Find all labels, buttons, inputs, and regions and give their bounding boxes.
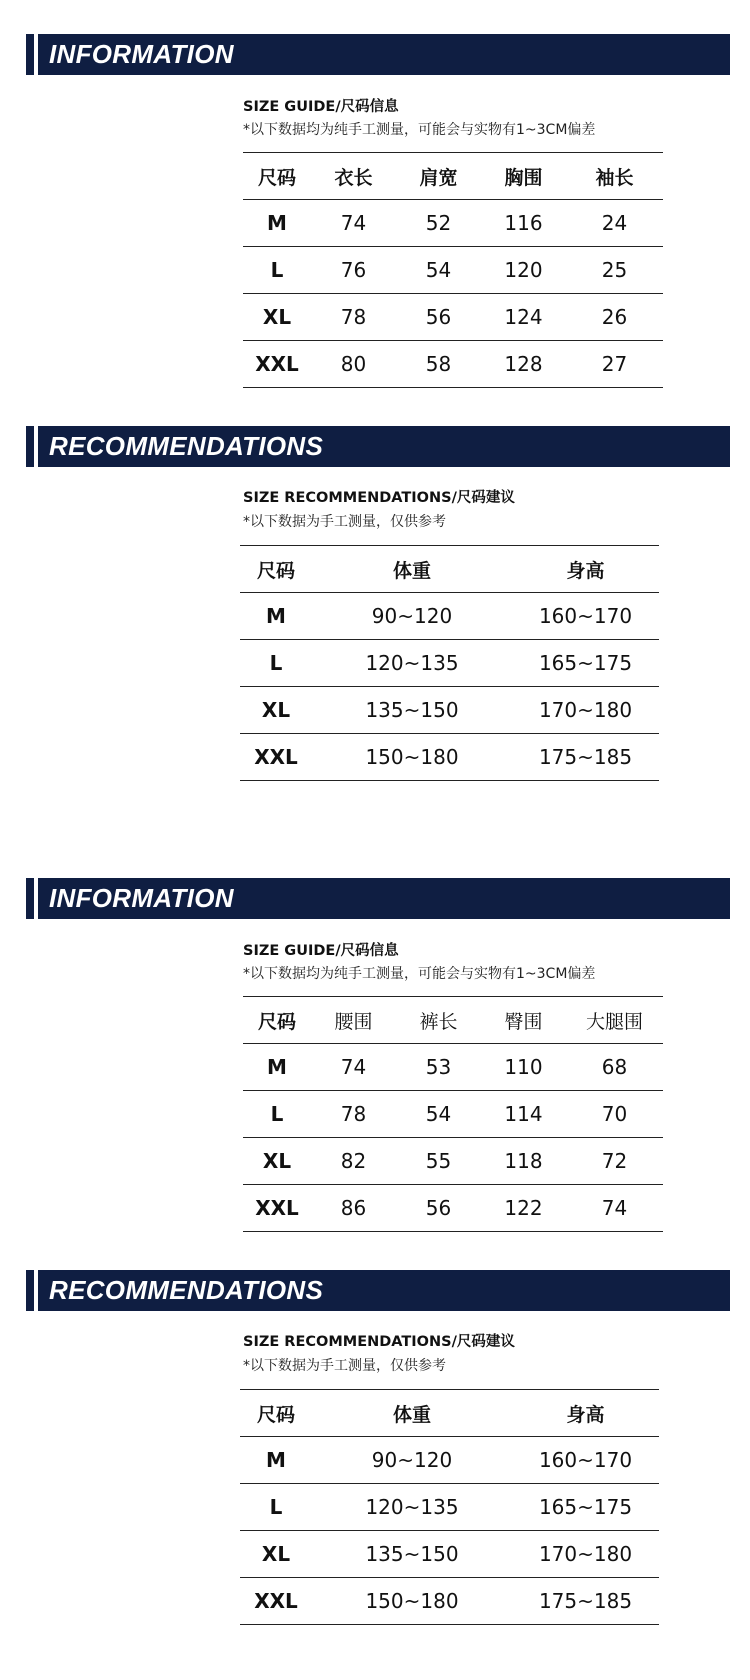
table-cell: 122: [504, 1196, 543, 1220]
column-header: 衣长: [334, 166, 373, 189]
table-row: [240, 1437, 659, 1484]
column-header: 体重: [392, 1403, 431, 1426]
table-cell: 74: [340, 1055, 367, 1079]
size-cell: M: [266, 1448, 286, 1472]
table-cell: 116: [504, 211, 543, 235]
section-banner: [0, 426, 750, 467]
size-cell: L: [270, 1102, 284, 1126]
column-header: 大腿围: [585, 1010, 643, 1033]
table-row: [240, 734, 659, 781]
table-header-row: [240, 546, 659, 593]
column-header: 胸围: [504, 166, 543, 189]
column-header: 体重: [392, 559, 431, 582]
size-cell: XL: [261, 1542, 291, 1566]
size-guide-table: [243, 152, 663, 388]
table-cell: 150~180: [365, 1589, 459, 1613]
table-cell: 175~185: [538, 1589, 633, 1613]
size-cell: M: [266, 604, 286, 628]
table-cell: 165~175: [538, 1495, 633, 1519]
size-guide-heading: SIZE GUIDE/尺码信息: [243, 943, 399, 959]
table-cell: 58: [425, 352, 452, 376]
table-cell: 72: [601, 1149, 628, 1173]
table-cell: 56: [425, 305, 452, 329]
column-header: 尺码: [257, 166, 296, 189]
table-header-row: [240, 1390, 659, 1437]
size-recommendation-table: [240, 1389, 659, 1625]
size-cell: XL: [261, 698, 291, 722]
column-header: 肩宽: [419, 166, 458, 189]
table-cell: 124: [504, 305, 543, 329]
table-cell: 120~135: [365, 651, 459, 675]
size-cell: XXL: [254, 1589, 298, 1613]
column-header: 臀围: [504, 1010, 543, 1033]
column-header: 腰围: [334, 1010, 373, 1033]
table-header-row: [243, 997, 663, 1044]
column-header: 尺码: [256, 1403, 295, 1426]
measurement-note: *以下数据均为纯手工测量，可能会与实物有1~3CM偏差: [243, 966, 596, 982]
size-cell: XL: [262, 1149, 292, 1173]
table-cell: 118: [504, 1149, 543, 1173]
size-recommendations-heading: SIZE RECOMMENDATIONS/尺码建议: [243, 1334, 515, 1350]
banner-title: RECOMMENDATIONS: [49, 431, 324, 461]
table-cell: 82: [340, 1149, 367, 1173]
table-cell: 175~185: [538, 745, 633, 769]
table-cell: 78: [340, 305, 367, 329]
table-cell: 25: [601, 258, 628, 282]
table-row: [243, 294, 663, 341]
table-cell: 54: [425, 258, 452, 282]
table-cell: 24: [601, 211, 628, 235]
table-row: [243, 200, 663, 247]
table-cell: 74: [601, 1196, 628, 1220]
size-cell: L: [269, 1495, 283, 1519]
table-cell: 53: [425, 1055, 452, 1079]
table-row: [243, 247, 663, 294]
column-header: 身高: [566, 1403, 605, 1426]
size-guide-table: [243, 996, 663, 1232]
table-cell: 26: [601, 305, 628, 329]
table-cell: 56: [425, 1196, 452, 1220]
table-cell: 110: [504, 1055, 543, 1079]
table-cell: 70: [601, 1102, 628, 1126]
measurement-note: *以下数据为手工测量，仅供参考: [243, 514, 446, 530]
size-recommendations-heading: SIZE RECOMMENDATIONS/尺码建议: [243, 490, 515, 506]
table-row: [240, 1578, 659, 1625]
table-cell: 78: [340, 1102, 367, 1126]
table-cell: 54: [425, 1102, 452, 1126]
table-cell: 55: [425, 1149, 452, 1173]
table-cell: 114: [504, 1102, 543, 1126]
table-cell: 160~170: [538, 604, 633, 628]
size-cell: L: [270, 258, 284, 282]
measurement-note: *以下数据均为纯手工测量，可能会与实物有1~3CM偏差: [243, 122, 596, 138]
section-banner: [0, 34, 750, 75]
size-cell: M: [267, 211, 287, 235]
table-cell: 135~150: [365, 698, 459, 722]
column-header: 裤长: [419, 1010, 458, 1033]
table-cell: 120~135: [365, 1495, 459, 1519]
table-cell: 76: [340, 258, 367, 282]
column-header: 尺码: [256, 559, 295, 582]
table-cell: 68: [601, 1055, 628, 1079]
size-cell: XL: [262, 305, 292, 329]
banner-title: RECOMMENDATIONS: [49, 1275, 324, 1305]
table-row: [243, 1091, 663, 1138]
size-guide-heading: SIZE GUIDE/尺码信息: [243, 99, 399, 115]
table-cell: 90~120: [371, 604, 453, 628]
size-cell: M: [267, 1055, 287, 1079]
table-row: [240, 1484, 659, 1531]
table-cell: 128: [504, 352, 543, 376]
table-cell: 135~150: [365, 1542, 459, 1566]
size-cell: L: [269, 651, 283, 675]
table-cell: 170~180: [538, 1542, 633, 1566]
table-header-row: [243, 153, 663, 200]
column-header: 身高: [566, 559, 605, 582]
banner-accent-stripe: [26, 1270, 34, 1311]
table-row: [240, 593, 659, 640]
table-cell: 74: [340, 211, 367, 235]
table-cell: 165~175: [538, 651, 633, 675]
table-row: [243, 1185, 663, 1232]
table-row: [243, 1044, 663, 1091]
banner-title: INFORMATION: [49, 883, 234, 913]
section-banner: [0, 1270, 750, 1311]
column-header: 尺码: [257, 1010, 296, 1033]
table-row: [243, 341, 663, 388]
table-cell: 150~180: [365, 745, 459, 769]
measurement-note: *以下数据为手工测量，仅供参考: [243, 1358, 446, 1374]
size-recommendation-table: [240, 545, 659, 781]
size-cell: XXL: [255, 1196, 299, 1220]
table-row: [240, 687, 659, 734]
table-row: [240, 1531, 659, 1578]
banner-accent-stripe: [26, 878, 34, 919]
table-cell: 120: [504, 258, 543, 282]
table-cell: 80: [340, 352, 367, 376]
table-cell: 52: [425, 211, 452, 235]
table-row: [243, 1138, 663, 1185]
table-cell: 86: [340, 1196, 367, 1220]
table-cell: 90~120: [371, 1448, 453, 1472]
section-banner: [0, 878, 750, 919]
column-header: 袖长: [595, 166, 634, 189]
size-cell: XXL: [254, 745, 298, 769]
table-cell: 27: [601, 352, 628, 376]
table-cell: 170~180: [538, 698, 633, 722]
table-cell: 160~170: [538, 1448, 633, 1472]
size-cell: XXL: [255, 352, 299, 376]
banner-title: INFORMATION: [49, 39, 234, 69]
table-row: [240, 640, 659, 687]
banner-accent-stripe: [26, 426, 34, 467]
banner-accent-stripe: [26, 34, 34, 75]
